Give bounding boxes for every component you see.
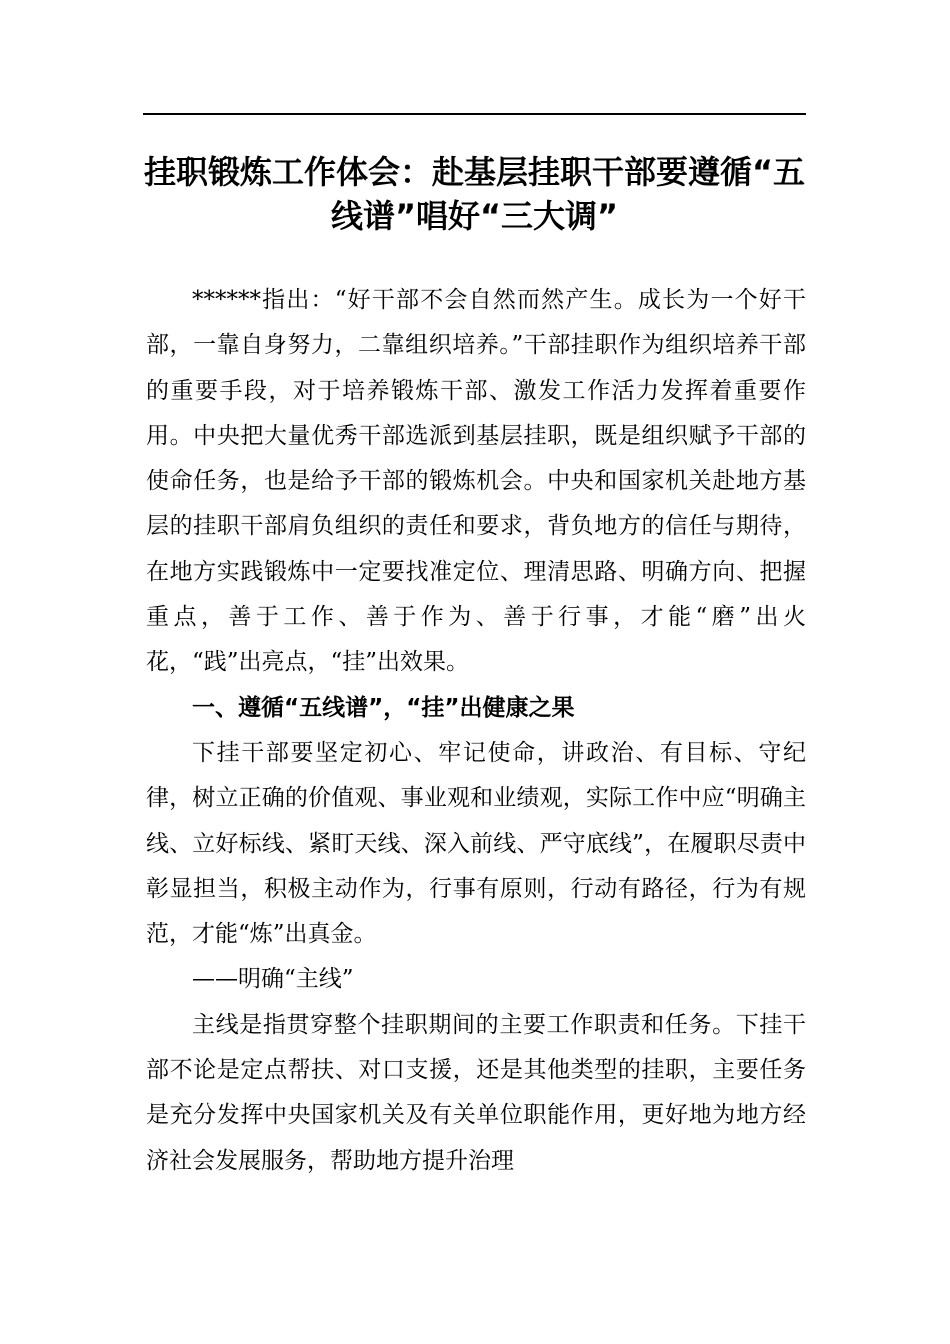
subsection-heading: ——明确“主线” bbox=[192, 966, 354, 993]
document-title: 挂职锻炼工作体会：赴基层挂职干部要遵循“五线谱”唱好“三大调” bbox=[143, 153, 806, 235]
subsection-paragraph: 主线是指贯穿整个挂职期间的主要工作职责和任务。下挂干部不论是定点帮扶、对口支援，还是其他类型的挂职，主要任务是充分发挥中央国家机关及有关单位职能作用，更好地为地方经济社会发展服务，帮助地方提升治理 bbox=[146, 1011, 806, 1174]
section-paragraph: 下挂干部要坚定初心、牢记使命，讲政治、有目标、守纪律，树立正确的价值观、事业观和业绩观，实际工作中应“明确主线、立好标线、紧盯天线、深入前线、严守底线”，在履职尽责中彰显担当，积极主动作为，行事有原则，行动有路径，行为有规范，才能“炼”出真金。 bbox=[146, 739, 806, 948]
intro-paragraph: ******指出：“好干部不会自然而然产生。成长为一个好干部，一靠自身努力，二靠组织培养。”干部挂职作为组织培养干部的重要手段，对于培养锻炼干部、激发工作活力发挥着重要作用。中央把大量优秀干部选派到基层挂职，既是组织赋予干部的使命任务，也是给予干部的锻炼机会。中央和国家机关赴地方基层的挂职干部肩负组织的责任和要求，背负地方的信任与期待，在地方实践锻炼中一定要找准定位、理清思路、明确方向、把握重点，善于工作、善于作为、善于行事，才能“磨”出火花，“践”出亮点，“挂”出效果。 bbox=[146, 287, 806, 676]
section-heading: 一、遵循“五线谱”，“挂”出健康之果 bbox=[192, 694, 575, 721]
header-rule bbox=[143, 113, 806, 115]
document-body bbox=[146, 278, 806, 1184]
